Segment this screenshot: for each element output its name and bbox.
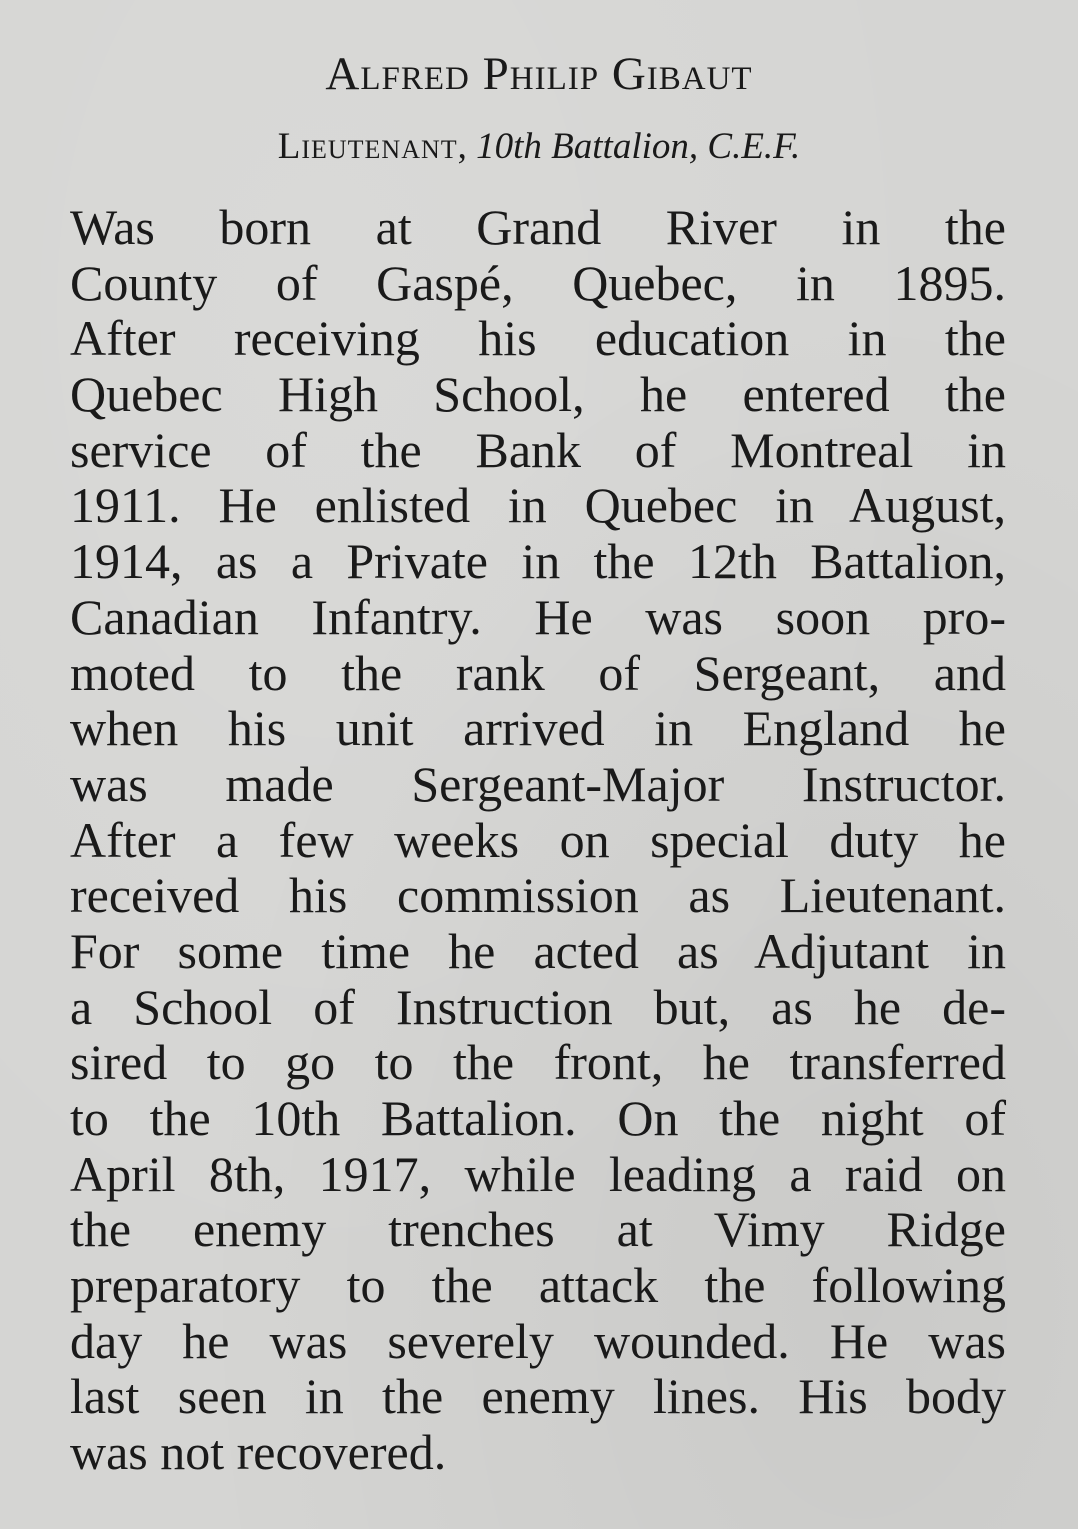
text-line: 1914, as a Private in the 12th Battalion,: [70, 533, 1006, 590]
text-line: For some time he acted as Adjutant in: [70, 922, 1006, 979]
text-line: service of the Bank of Montreal in: [70, 421, 1006, 478]
text-line: Quebec High School, he entered the: [70, 366, 1006, 423]
text-line: moted to the rank of Sergeant, and: [70, 644, 1006, 701]
text-line: Canadian Infantry. He was soon pro-: [70, 588, 1006, 645]
text-line: 1911. He enlisted in Quebec in August,: [70, 477, 1006, 534]
rank-label: Lieutenant: [277, 126, 458, 167]
text-line: was made Sergeant-Major Instructor.: [70, 755, 1006, 812]
text-line: day he was severely wounded. He was: [70, 1312, 1006, 1369]
text-line: Was born at Grand River in the: [70, 199, 1006, 255]
text-line: a School of Instruction but, as he de-: [70, 978, 1006, 1035]
text-line: preparatory to the attack the following: [70, 1257, 1006, 1314]
text-line: County of Gaspé, Quebec, in 1895.: [70, 254, 1006, 311]
text-line: received his commission as Lieutenant.: [70, 867, 1006, 924]
text-line: the enemy trenches at Vimy Ridge: [70, 1201, 1006, 1258]
text-line: After a few weeks on special duty he: [70, 811, 1006, 868]
text-line: last seen in the enemy lines. His body: [70, 1368, 1006, 1425]
text-line: sired to go to the front, he transferred: [70, 1034, 1006, 1091]
text-line: April 8th, 1917, while leading a raid on: [70, 1145, 1006, 1202]
text-line: to the 10th Battalion. On the night of: [70, 1090, 1006, 1146]
unit-label: 10th Battalion, C.E.F.: [476, 126, 801, 167]
text-line: After receiving his education in the: [70, 310, 1006, 367]
rank-separator: ,: [457, 126, 477, 167]
subtitle: [0, 120, 1078, 174]
biography-text: [70, 200, 1006, 1481]
text-line: was not recovered.: [70, 1424, 447, 1481]
text-line: when his unit arrived in England he: [70, 700, 1006, 757]
page-title: Alfred Philip Gibaut: [325, 48, 753, 100]
